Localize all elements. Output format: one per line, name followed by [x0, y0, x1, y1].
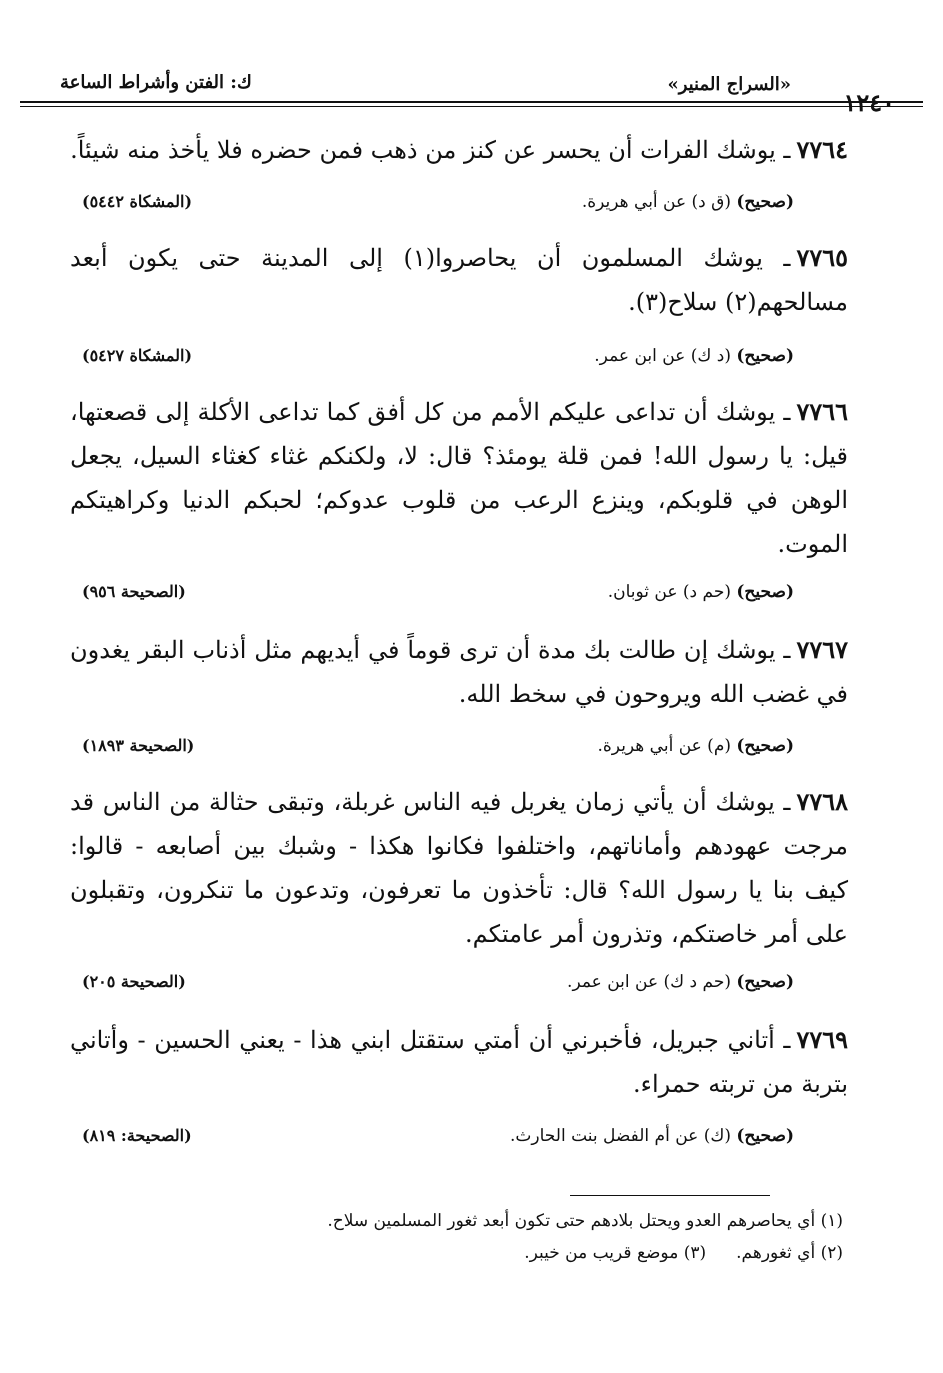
- hadith-number: ٧٧٦٦: [796, 397, 849, 426]
- hadith-grade-line: [510, 1126, 794, 1146]
- hadith-text-block: [70, 128, 848, 172]
- hadith-text-block: [70, 628, 848, 716]
- footnote-row: [60, 1237, 843, 1269]
- hadith-narration: (م) عن أبي هريرة.: [597, 736, 731, 756]
- hadith-grade: (صحيح): [736, 192, 794, 212]
- hadith-number: ٧٧٦٧: [796, 635, 848, 664]
- hadith-grade: (صحيح): [736, 346, 794, 366]
- hadith-reference: (الصحيحة ٩٥٦): [82, 582, 186, 601]
- hadith-narration: (د ك) عن ابن عمر.: [594, 346, 731, 366]
- hadith-entry: [70, 236, 848, 366]
- footnote: (١) أي يحاصرهم العدو ويحتل بلادهم حتى تكون أبعد ثغور المسلمين سلاح.: [327, 1211, 843, 1231]
- hadith-grade: (صحيح): [736, 1126, 794, 1146]
- hadith-narration: (حم د ك) عن ابن عمر.: [567, 972, 731, 992]
- hadith-grade: (صحيح): [736, 582, 794, 602]
- hadith-reference: (الصحيحة: ٨١٩): [82, 1126, 192, 1145]
- header-rule-thin: [20, 106, 923, 107]
- hadith-number: ٧٧٦٤: [796, 135, 848, 164]
- hadith-reference: (المشكاة ٥٤٢٧): [82, 346, 193, 365]
- page-number: ١٢٤٠: [843, 88, 895, 117]
- hadith-text: ـ أتاني جبريل، فأخبرني أن أمتي ستقتل ابني هذا - يعني الحسين - وأتاني بتربة من تربته حمراء.: [70, 1026, 848, 1098]
- hadith-source: [70, 736, 848, 764]
- hadith-grade: (صحيح): [736, 972, 794, 992]
- hadith-number: ٧٧٦٩: [796, 1025, 848, 1054]
- footnote-separator: [570, 1195, 770, 1196]
- hadith-text: ـ يوشك المسلمون أن يحاصروا(١) إلى المدينة حتى يكون أبعد مسالحهم(٢) سلاح(٣).: [70, 244, 848, 316]
- hadith-grade: (صحيح): [736, 736, 794, 756]
- hadith-reference: (الصحيحة ٢٠٥): [82, 972, 186, 991]
- hadith-text-block: [70, 236, 848, 324]
- hadith-narration: (حم د) عن ثوبان.: [607, 582, 731, 602]
- hadith-entry: [70, 1018, 848, 1146]
- hadith-number: ٧٧٦٨: [796, 787, 848, 816]
- hadith-text: ـ يوشك أن تداعى عليكم الأمم من كل أفق كما تداعى الأكلة إلى قصعتها، قيل: يا رسول الله! فمن قلة يومئذ؟ قال: لا، ولكنكم غثاء كغثاء السيل، يجعل الوهن في قلوبكم، وينزع الرعب من قلوب عدوكم؛ لحبكم الدنيا وكراهيتكم الموت.: [70, 398, 848, 558]
- hadith-source: [70, 192, 848, 220]
- hadith-source: [70, 346, 848, 374]
- hadith-text: ـ يوشك الفرات أن يحسر عن كنز من ذهب فمن حضره فلا يأخذ منه شيئاً.: [70, 136, 791, 164]
- hadith-source: [70, 972, 848, 1000]
- footnote: (٣) موضع قريب من خيبر.: [524, 1243, 707, 1263]
- hadith-narration: (ك) عن أم الفضل بنت الحارث.: [510, 1126, 731, 1146]
- hadith-text-block: [70, 390, 848, 566]
- footnotes: [60, 1205, 843, 1269]
- hadith-entry: [70, 780, 848, 992]
- hadith-text-block: [70, 780, 848, 956]
- hadith-number: ٧٧٦٥: [796, 243, 848, 272]
- page-header: [60, 58, 895, 117]
- footnote: (٢) أي ثغورهم.: [736, 1243, 843, 1263]
- hadith-text-block: [70, 1018, 848, 1106]
- hadith-grade-line: [594, 346, 794, 366]
- hadith-source: [70, 582, 848, 610]
- chapter-title: ك: الفتن وأشراط الساعة: [60, 72, 252, 93]
- book-title: «السراج المنير»: [667, 74, 791, 95]
- hadith-text: ـ يوشك أن يأتي زمان يغربل فيه الناس غربلة، وتبقى حثالة من الناس قد مرجت عهودهم وأماناتهم، واختلفوا فكانوا هكذا - وشبك بين أصابعه - قالوا: كيف بنا يا رسول الله؟ قال: تأخذون ما تعرفون، وتدعون ما تنكرون، وتقبلون على أمر خاصتكم، وتذرون أمر عامتكم.: [70, 788, 848, 948]
- hadith-entry: [70, 128, 848, 212]
- hadith-source: [70, 1126, 848, 1154]
- hadith-entry: [70, 628, 848, 756]
- hadith-narration: (ق د) عن أبي هريرة.: [581, 192, 731, 212]
- hadith-reference: (المشكاة ٥٤٤٢): [82, 192, 193, 211]
- hadith-grade-line: [582, 192, 794, 212]
- hadith-grade-line: [567, 972, 794, 992]
- hadith-grade-line: [608, 582, 794, 602]
- hadith-text: ـ يوشك إن طالت بك مدة أن ترى قوماً في أيديهم مثل أذناب البقر يغدون في غضب الله ويروحون في سخط الله.: [70, 636, 848, 708]
- hadith-entry: [70, 390, 849, 602]
- header-rule: [20, 101, 923, 103]
- hadith-grade-line: [598, 736, 795, 756]
- hadith-reference: (الصحيحة ١٨٩٣): [82, 736, 195, 755]
